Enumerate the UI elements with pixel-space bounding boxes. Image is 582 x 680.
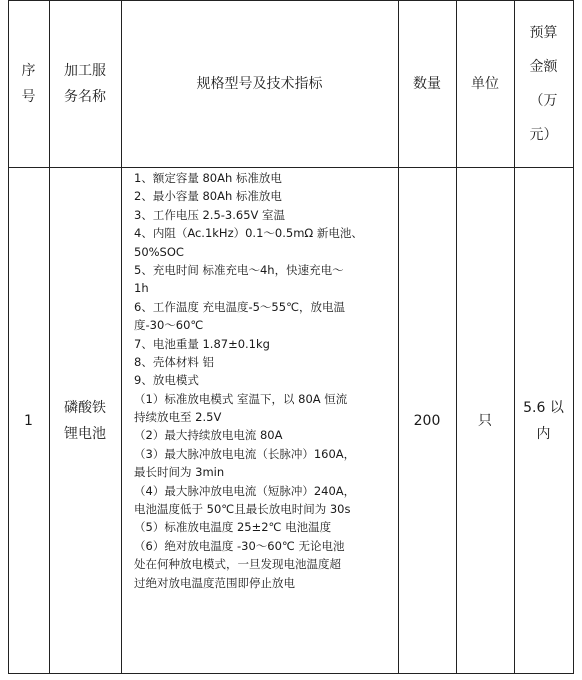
spec-line: 8、壳体材料 铝 [134,354,214,369]
spec-line: 度-30～60℃ [134,318,204,333]
row-service-name: 磷酸铁 锂电池 [64,399,106,442]
spec-line: 5、充电时间 标准充电～4h，快速充电～ [134,262,344,277]
procurement-table [8,0,574,674]
table-border-bottom [8,673,574,674]
header-service-name: 加工服 务名称 [64,62,106,105]
header-quantity: 数量 [413,75,441,92]
spec-line: 6、工作温度 充电温度-5～55℃，放电温 [134,299,345,314]
spec-line: 处在何种放电模式，一旦发现电池温度超 [134,557,341,572]
spec-line: （3）最大脉冲放电电流（长脉冲）160A， [134,446,356,461]
row-quantity: 200 [413,412,441,429]
spec-line: （6）绝对放电温度 -30～60℃ 无论电池 [134,538,345,553]
spec-line: （1）标准放电模式 室温下，以 80A 恒流 [134,391,348,406]
spec-line: 过绝对放电温度范围即停止放电 [134,575,295,590]
spec-line: 50%SOC [134,244,184,259]
spec-list [134,169,398,592]
header-spec: 规格型号及技术指标 [196,75,323,92]
row-unit: 只 [478,412,492,429]
spec-line: 9、放电模式 [134,373,199,388]
header-index: 序 号 [21,62,36,105]
spec-line: 3、工作电压 2.5-3.65V 室温 [134,207,286,222]
row-index: 1 [24,412,33,429]
spec-line: （2）最大持续放电电流 80A [134,428,283,443]
spec-line: 1、额定容量 80Ah 标准放电 [134,171,282,185]
spec-line: （4）最大脉冲放电电流（短脉冲）240A， [134,483,356,498]
header-budget: 预算 金额 （万 元） [529,24,558,143]
spec-line: 7、电池重量 1.87±0.1kg [134,336,270,351]
header-unit: 单位 [471,75,499,92]
spec-line: 持续放电至 2.5V [134,410,222,425]
spec-line: 2、最小容量 80Ah 标准放电 [134,189,282,204]
spec-line: 1h [134,281,149,296]
spec-line: 4、内阻（Ac.1kHz）0.1～0.5mΩ 新电池、 [134,226,363,241]
row-budget: 5.6 以 内 [523,399,564,442]
spec-line: （5）标准放电温度 25±2℃ 电池温度 [134,520,332,535]
spec-line: 电池温度低于 50℃且最长放电时间为 30s [134,502,351,517]
spec-line: 最长时间为 3min [134,465,225,480]
table-border-right [573,0,574,674]
